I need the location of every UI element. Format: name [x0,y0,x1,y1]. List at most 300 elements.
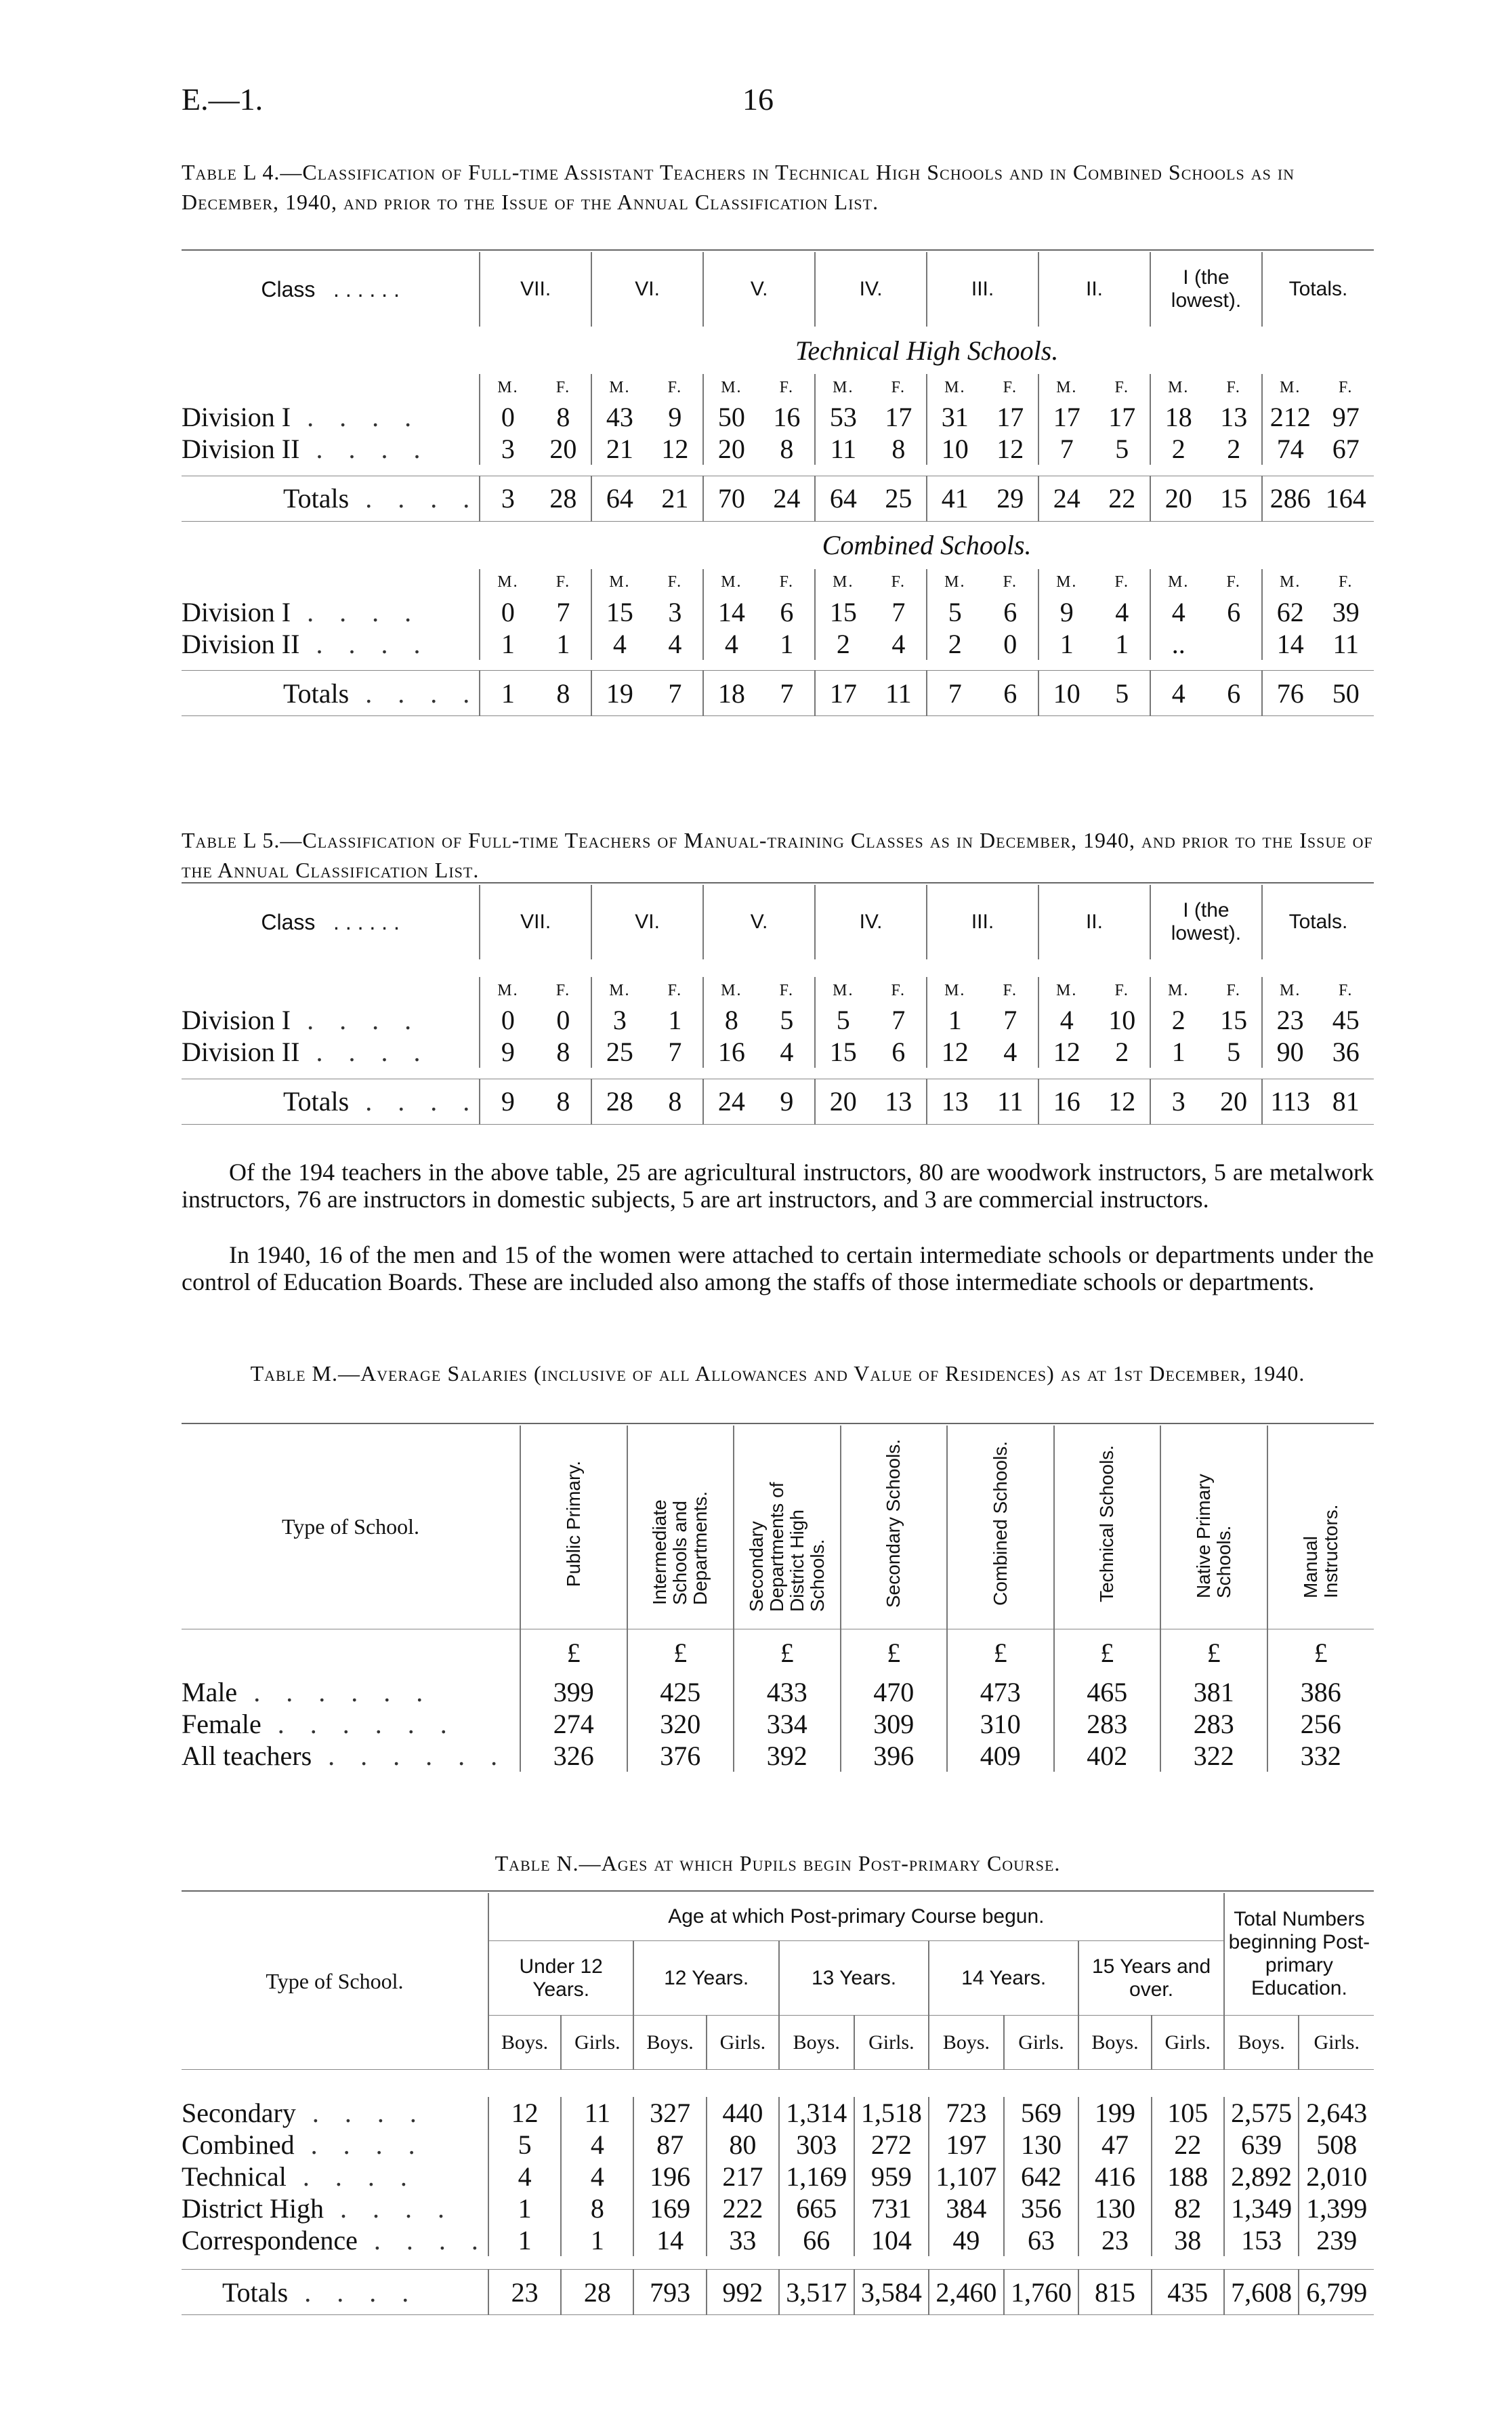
table-cell [1206,628,1261,660]
mf-label: F. [667,573,683,591]
blank-cell [182,327,480,374]
table-cell: 197 [929,2129,1004,2161]
table-cell: 286 [1262,476,1318,521]
table-l5 [182,885,1374,1125]
class-label: Class [261,909,316,934]
table-cell: 3 [668,596,682,627]
table-cell: 1,760 [1004,2270,1079,2315]
table-l5-caption: Table L 5.—Classification of Full-time Teachers of Manual-training Classes as in December, 1940, and prior to the Issue of the Annual Classification List. [182,828,1373,882]
table-cell: 13 [927,1079,982,1124]
table-cell: 16 [773,402,801,432]
age-header: Under 12 Years. [488,1941,634,2016]
bg-label: Girls. [1299,2016,1374,2070]
table-row [182,2097,1374,2129]
bg-label: Girls. [707,2016,779,2070]
row-label [182,671,480,716]
table-cell: 4 [703,628,759,660]
table-cell: 39 [1332,596,1360,627]
table-cell: 20 [1206,1079,1261,1124]
table-cell: 20 [815,1079,870,1124]
table-cell: 2 [927,628,982,660]
unit-label: £ [1160,1629,1267,1676]
table-cell: 569 [1004,2097,1079,2129]
table-row [182,433,1374,465]
spacer-row [182,660,1374,671]
table-cell: 402 [1054,1740,1161,1772]
table-cell: 43 [591,401,647,433]
table-row [182,1740,1374,1772]
row-label-text: Totals [283,678,350,709]
table-cell: 0 [480,596,535,628]
row-dots: . . . . . . [237,1677,433,1707]
table-cell: 25 [871,476,927,521]
bg-label: Boys. [1078,2016,1151,2070]
table-cell: 639 [1224,2129,1299,2161]
table-cell: 7 [648,671,703,716]
table-cell: 465 [1054,1676,1161,1708]
table-cell: 642 [1004,2161,1079,2192]
table-cell: 3 [480,476,535,521]
row-label-text: Division II [182,1037,300,1067]
table-cell: 303 [779,2129,854,2161]
mf-label: M. [1262,977,1318,1004]
spacer-row [182,959,1374,977]
table-cell: 326 [520,1740,627,1772]
row-dots: . . . . . . [312,1741,507,1771]
group-header: Age at which Post-primary Course begun. [488,1893,1224,1941]
table-cell: .. [1150,628,1206,660]
mf-label: M. [703,977,759,1004]
table-cell: 24 [759,476,815,521]
col-header: II. [1038,252,1150,327]
table-cell: 28 [536,476,591,521]
table-cell: 1 [480,628,535,660]
table-row [182,2129,1374,2161]
table-cell: 12 [488,2097,561,2129]
table-cell: 416 [1078,2161,1151,2192]
table-cell: 9 [668,402,682,432]
table-cell: 1 [480,671,535,716]
bg-label: Boys. [779,2016,854,2070]
table-cell: 470 [841,1676,948,1708]
table-cell: 8 [536,1079,591,1124]
mf-label: F. [667,378,683,396]
row-label-text: Secondary [182,2097,296,2128]
section-title: Combined Schools. [822,530,1032,560]
mf-label: F. [1114,378,1129,396]
table-l4-header-row [182,252,1374,327]
bg-label: Girls. [1004,2016,1079,2070]
row-label-text: Division II [182,628,300,659]
table-cell: 212 [1262,401,1318,433]
col-header: Totals. [1262,252,1374,327]
table-cell: 31 [927,401,982,433]
table-cell: 320 [627,1708,734,1740]
totals-row [182,671,1374,716]
table-l4-caption: Table L 4.—Classification of Full-time Assistant Teachers in Technical High Schools and in Combined Schools as in December, 1940, and prior to the Issue of the Annual Classification List. [182,160,1295,214]
row-label-text: Division I [182,402,291,432]
table-cell: 11 [561,2097,633,2129]
table-cell: 334 [734,1708,841,1740]
table-cell: 24 [703,1079,759,1124]
table-cell: 1,107 [929,2161,1004,2192]
table-cell: 12 [996,434,1024,464]
row-dots: . . . . [299,434,430,464]
table-cell: 16 [703,1036,759,1068]
row-label-text: Correspondence [182,2224,358,2255]
bg-label: Boys. [929,2016,1004,2070]
row-label [182,2192,488,2224]
table-cell: 17 [1038,401,1094,433]
row-label-text: District High [182,2192,324,2224]
table-cell: 23 [1078,2224,1151,2256]
table-cell: 0 [480,1004,535,1036]
total-header: Total Numbers beginning Post-primary Education. [1224,1893,1374,2016]
table-cell: 4 [780,1037,794,1067]
table-cell: 6 [1003,596,1017,627]
table-cell: 63 [1004,2224,1079,2256]
table-cell: 1 [780,628,794,659]
table-m-caption: Table M.—Average Salaries (inclusive of all Allowances and Value of Residences) as at 1st December, 1940. [250,1361,1305,1386]
class-dots: . . . . . . [333,909,400,934]
table-cell: 9 [480,1079,535,1124]
table-cell: 6 [1227,596,1241,627]
table-row [182,596,1374,628]
class-dots: . . . . . . [333,276,400,301]
table-cell: 1,169 [779,2161,854,2192]
table-cell: 1 [927,1004,982,1036]
table-l5-header-row [182,885,1374,959]
table-row [182,1676,1374,1708]
mf-label: M. [1150,569,1206,596]
blank-cell [182,569,480,596]
mf-label: F. [1114,573,1129,591]
table-cell: 105 [1152,2097,1224,2129]
mf-label: M. [1038,977,1094,1004]
table-n [182,1893,1374,2315]
type-label: Type of School. [281,1514,420,1539]
table-row [182,2161,1374,2192]
table-cell: 272 [854,2129,929,2161]
table-cell: 508 [1299,2129,1374,2161]
table-cell: 8 [556,1037,570,1067]
table-cell: 41 [927,476,982,521]
table-cell: 1 [1150,1036,1206,1068]
table-cell: 28 [591,1079,647,1124]
col-header: Secondary Schools. [883,1439,904,1608]
col-header: V. [703,252,815,327]
bg-label: Boys. [488,2016,561,2070]
col-header: Manual Instructors. [1299,1504,1341,1598]
table-cell: 25 [591,1036,647,1068]
row-dots: . . . . [286,2161,417,2192]
table-cell: 11 [815,433,870,465]
table-cell: 7 [759,671,815,716]
mf-label: F. [779,573,795,591]
table-cell: 67 [1332,434,1360,464]
table-cell: 2,010 [1299,2161,1374,2192]
unit-label: £ [1054,1629,1161,1676]
mf-label: M. [1262,374,1318,401]
table-cell: 6,799 [1299,2270,1374,2315]
mf-label: F. [1226,981,1241,999]
table-cell: 274 [520,1708,627,1740]
col-header: IV. [815,252,927,327]
table-m-header-row [182,1426,1374,1629]
table-cell: 8 [536,671,591,716]
table-cell: 3 [591,1004,647,1036]
mf-row [182,977,1374,1004]
table-cell: 815 [1078,2270,1151,2315]
table-cell: 1 [488,2192,561,2224]
table-cell: 8 [703,1004,759,1036]
table-cell: 5 [780,1005,794,1035]
table-cell: 8 [648,1079,703,1124]
table-cell: 384 [929,2192,1004,2224]
mf-label: M. [591,569,647,596]
table-cell: 45 [1332,1005,1360,1035]
table-cell: 20 [1150,476,1206,521]
row-dots: . . . . [349,483,480,514]
row-label-text: Male [182,1677,238,1707]
table-cell: 2,643 [1299,2097,1374,2129]
table-cell: 381 [1160,1676,1267,1708]
table-cell: 15 [1206,476,1261,521]
table-cell: 12 [1038,1036,1094,1068]
table-n-caption: Table N.—Ages at which Pupils begin Post-primary Course. [495,1851,1061,1875]
table-cell: 4 [1003,1037,1017,1067]
table-cell: 376 [627,1740,734,1772]
page-number: 16 [742,82,774,117]
table-cell: 9 [1038,596,1094,628]
table-cell: 66 [779,2224,854,2256]
blank-cell [182,374,480,401]
table-cell: 1,349 [1224,2192,1299,2224]
table-cell: 392 [734,1740,841,1772]
table-cell: 6 [891,1037,906,1067]
table-cell: 18 [1150,401,1206,433]
table-cell: 24 [1038,476,1094,521]
mf-row [182,569,1374,596]
table-cell: 9 [480,1036,535,1068]
row-dots: . . . . [295,2097,426,2128]
table-cell: 2 [1115,1037,1129,1067]
table-cell: 3 [480,433,535,465]
row-dots: . . . . [299,1037,430,1067]
row-label [182,596,480,628]
mf-label: M. [815,977,870,1004]
table-cell: 8 [561,2192,633,2224]
mf-label: F. [1339,378,1353,396]
table-cell: 0 [480,401,535,433]
mf-label: M. [927,977,982,1004]
unit-label: £ [627,1629,734,1676]
blank-cell [182,1629,520,1676]
table-cell: 36 [1332,1037,1360,1067]
mf-label: F. [779,378,795,396]
col-header: Totals. [1262,885,1374,959]
mf-label: M. [815,569,870,596]
table-cell: 17 [815,671,870,716]
row-dots: . . . . [288,2276,419,2308]
mf-label: M. [927,569,982,596]
table-cell: 5 [1115,434,1129,464]
col-header: Intermediate Schools and Departments. [649,1491,711,1605]
table-cell: 3,584 [854,2270,929,2315]
col-header: VI. [591,252,703,327]
section-title-row [182,327,1374,374]
row-label [182,628,480,660]
table-cell: 50 [1318,671,1374,716]
mf-label: F. [779,981,795,999]
table-cell: 4 [668,628,682,659]
row-label-text: Division I [182,596,291,627]
mf-label: F. [1226,378,1241,396]
row-label [182,1036,480,1068]
table-cell: 15 [815,596,870,628]
table-cell: 433 [734,1676,841,1708]
unit-label: £ [841,1629,948,1676]
mf-label: F. [1339,573,1353,591]
table-cell: 47 [1078,2129,1151,2161]
row-label [182,2097,488,2129]
table-cell: 14 [1262,628,1318,660]
table-cell: 12 [927,1036,982,1068]
table-row [182,628,1374,660]
col-header: II. [1038,885,1150,959]
table-cell: 2,575 [1224,2097,1299,2129]
row-dots: . . . . [349,678,480,709]
row-label [182,401,480,433]
totals-row [182,476,1374,521]
table-row [182,1004,1374,1036]
unit-label: £ [734,1629,841,1676]
table-cell: 723 [929,2097,1004,2129]
row-label-text: Female [182,1709,261,1739]
table-cell: 2 [1227,434,1241,464]
table-cell: 10 [1108,1005,1136,1035]
table-cell: 6 [780,596,794,627]
table-cell: 38 [1152,2224,1224,2256]
mf-label: F. [1003,378,1017,396]
table-cell: 7,608 [1224,2270,1299,2315]
table-cell: 425 [627,1676,734,1708]
row-label [182,2270,488,2315]
table-cell: 53 [815,401,870,433]
table-cell: 409 [947,1740,1054,1772]
mf-label: F. [1226,573,1241,591]
table-row [182,2192,1374,2224]
table-cell: 7 [556,596,570,627]
spacer-row [182,465,1374,476]
table-cell: 7 [891,1005,906,1035]
table-cell: 5 [488,2129,561,2161]
table-cell: 5 [1227,1037,1241,1067]
row-dots: . . . . [357,2224,488,2255]
table-cell: 8 [556,402,570,432]
row-label [182,1079,480,1124]
spacer-row [182,1068,1374,1079]
table-cell: 435 [1152,2270,1224,2315]
table-cell: 49 [929,2224,1004,2256]
table-cell: 665 [779,2192,854,2224]
table-cell: 5 [815,1004,870,1036]
table-cell: 62 [1262,596,1318,628]
table-cell: 97 [1332,402,1360,432]
table-cell: 332 [1267,1740,1374,1772]
table-cell: 2,460 [929,2270,1004,2315]
row-label [182,476,480,521]
table-cell: 0 [556,1005,570,1035]
table-cell: 17 [996,402,1024,432]
col-header: IV. [815,885,927,959]
row-label [182,1004,480,1036]
age-header: 15 Years and over. [1078,1941,1224,2016]
row-label [182,1740,520,1772]
table-cell: 10 [927,433,982,465]
row-label [182,1708,520,1740]
table-cell: 33 [707,2224,779,2256]
row-dots: . . . . [323,2192,454,2224]
table-cell: 1 [1038,628,1094,660]
table-cell: 7 [891,596,906,627]
table-cell: 8 [891,434,906,464]
col-header: V. [703,885,815,959]
table-cell: 2,892 [1224,2161,1299,2192]
table-cell: 256 [1267,1708,1374,1740]
table-cell: 4 [1150,596,1206,628]
mf-label: M. [480,977,535,1004]
row-dots: . . . . [291,1005,421,1035]
row-dots: . . . . [349,1086,480,1117]
table-cell: 4 [1150,671,1206,716]
table-cell: 309 [841,1708,948,1740]
col-header: Technical Schools. [1096,1444,1118,1602]
mf-label: M. [815,374,870,401]
table-cell: 4 [891,628,906,659]
row-dots: . . . . [294,2129,425,2160]
mf-label: M. [1150,374,1206,401]
row-label [182,2129,488,2161]
table-cell: 11 [983,1079,1038,1124]
mf-label: F. [891,981,906,999]
mf-label: M. [1262,569,1318,596]
table-cell: 2 [815,628,870,660]
blank-cell [182,977,480,1004]
table-row [182,2224,1374,2256]
table-cell: 164 [1318,476,1374,521]
table-cell: 11 [1332,628,1359,659]
table-cell: 4 [561,2161,633,2192]
mf-label: M. [703,374,759,401]
table-cell: 322 [1160,1740,1267,1772]
mf-label: F. [1003,573,1017,591]
table-cell: 87 [633,2129,706,2161]
table-cell: 1 [561,2224,633,2256]
table-cell: 283 [1160,1708,1267,1740]
table-cell: 7 [927,671,982,716]
row-label-text: Combined [182,2129,295,2160]
blank-cell [182,521,480,569]
table-cell: 0 [1003,628,1017,659]
table-cell: 440 [707,2097,779,2129]
table-cell: 70 [703,476,759,521]
table-cell: 17 [885,402,912,432]
table-cell: 23 [1262,1004,1318,1036]
table-cell: 15 [591,596,647,628]
table-cell: 64 [815,476,870,521]
mf-label: F. [891,573,906,591]
